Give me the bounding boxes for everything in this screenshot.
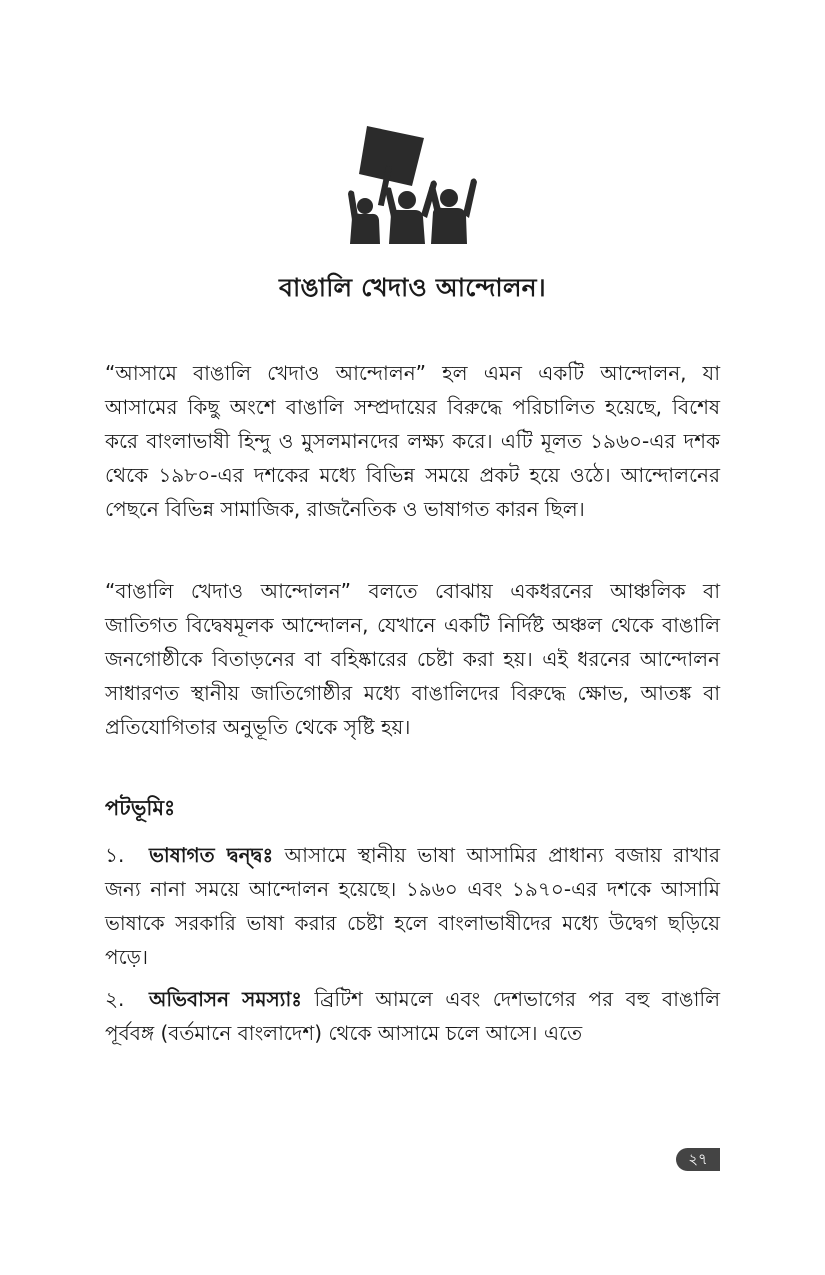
list-item-lead: অভিবাসন সমস্যাঃ: [149, 987, 302, 1011]
list-item-text: আসামে স্থানীয় ভাষা আসামির প্রাধান্য বজায় রাখার জন্য নানা সময়ে আন্দোলন হয়েছে। ১৯৬০ এবং ১৯৭০-এর দশকে আসামি ভাষাকে সরকারি ভাষা করার চেষ্টা হলে বাংলাভাষীদের মধ্যে উদ্বেগ ছড়িয়ে পড়ে।: [105, 843, 721, 969]
page-title: বাঙালি খেদাও আন্দোলন।: [279, 273, 546, 302]
definition-paragraph: “বাঙালি খেদাও আন্দোলন” বলতে বোঝায় একধরনের আঞ্চলিক বা জাতিগত বিদ্বেষমূলক আন্দোলন, যেখানে একটি নির্দিষ্ট অঞ্চল থেকে বাঙালি জনগোষ্ঠীকে বিতাড়নের বা বহিষ্কারের চেষ্টা করা হয়। এই ধরনের আন্দোলন সাধারণত স্থানীয় জাতিগোষ্ঠীর মধ্যে বাঙালিদের বিরুদ্ধে ক্ষোভ, আতঙ্ক বা প্রতিযোগিতার অনুভূতি থেকে সৃষ্টি হয়।: [105, 579, 720, 739]
list-item: [105, 838, 720, 974]
list-item: [105, 982, 720, 1050]
protest-crowd-with-placard-icon: [345, 122, 481, 244]
section-heading: পটভূমিঃ: [105, 796, 176, 820]
list-item-text: ব্রিটিশ আমলে এবং দেশভাগের পর বহু বাঙালি পূর্ববঙ্গ (বর্তমানে বাংলাদেশ) থেকে আসামে চলে আসে। এতে: [105, 987, 720, 1045]
intro-paragraph: “আসামে বাঙালি খেদাও আন্দোলন” হল এমন একটি আন্দোলন, যা আসামের কিছু অংশে বাঙালি সম্প্রদায়ের বিরুদ্ধে পরিচালিত হয়েছে, বিশেষ করে বাংলাভাষী হিন্দু ও মুসলমানদের লক্ষ্য করে। এটি মূলত ১৯৬০-এর দশক থেকে ১৯৮০-এর দশকের মধ্যে বিভিন্ন সময়ে প্রকট হয়ে ওঠে। আন্দোলনের পেছনে বিভিন্ন সামাজিক, রাজনৈতিক ও ভাষাগত কারন ছিল।: [105, 361, 720, 521]
list-item-number: ২.: [105, 987, 125, 1011]
page-number-badge: ২৭: [676, 1148, 720, 1171]
list-item-number: ১.: [105, 843, 125, 867]
list-item-lead: ভাষাগত দ্বন্দ্বঃ: [149, 843, 274, 867]
